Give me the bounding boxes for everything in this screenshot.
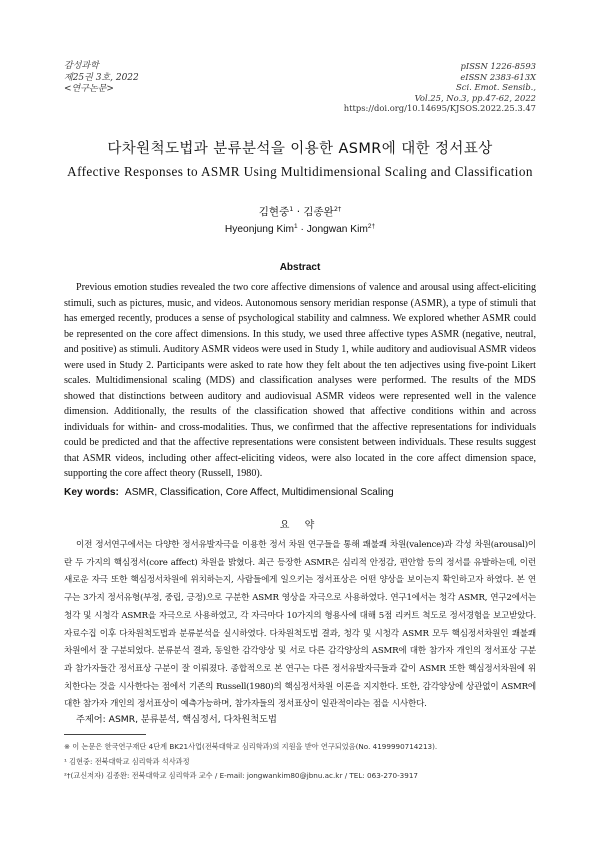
keywords-korean [76, 711, 536, 725]
author-2-en: Jongwan Kim [306, 224, 368, 235]
eissn: eISSN 2383-613X [460, 71, 536, 82]
footnote-funding: ※ 이 논문은 한국연구재단 4단계 BK21사업(전북대학교 심리학과)의 지원을 받아 연구되었음(No. 4199990714213). [64, 742, 438, 751]
article-type: <연구논문> [64, 84, 114, 94]
authors-english [0, 223, 600, 235]
footnote-divider [64, 734, 146, 735]
journal-volume-ko: 제25권 3호, 2022 [64, 72, 139, 83]
keywords-label: Key words: [64, 487, 119, 498]
abstract-body: Previous emotion studies revealed the two core affective dimensions of valence and arousal using affect-eliciting stimuli, such as pictures, music, and videos. Autonomous sensory meridian response (ASMR), a type of stimuli that has emerged recently, produces a sense of psychological stability and calmness. We explored whether ASMR could be represented on the core affect dimensions. In this study, we used three affective types ASMR (negative, neutral, and positive) as stimuli. Auditory ASMR videos were used in Study 1, while auditory and audiovisual ASMR videos were used in Study 2. Participants were asked to rate how they felt about the ten adjectives using five-point Likert scales. Multidimensional scaling (MDS) and classification analyses were performed. The results of the MDS showed that distinctions between auditory and audiovisual ASMR videos were represented well in the valence dimension. Additionally, the results of the classification showed that affective conditions within and across individuals for within- and cross-modalities. Thus, we confirmed that the affective representations for individuals could be predicted and that the affective representations were consistent between individuals. These results suggest that ASMR videos, including other affect-eliciting videos, were also located in the core affect dimension space, supporting the core affect theory (Russell, 1980). [64, 282, 536, 479]
author-2-affil: 2† [333, 205, 342, 213]
footnote-author-1: ¹ 김현중: 전북대학교 심리학과 석사과정 [64, 757, 190, 766]
author-1-en: Hyeonjung Kim [224, 224, 294, 235]
korean-abstract-body: 이전 정서연구에서는 다양한 정서유발자극을 이용한 정서 차원 연구들을 통해 쾌불쾌 차원(valence)과 각성 차원(arousal)이란 두 가지의 핵심정서(core affect) 차원을 밝혔다. 최근 등장한 ASMR은 심리적 안정감, 편안함 등의 정서를 유발하는데, 이런 새로운 자극 또한 핵심정서차원에 위치하는지, 사람들에게 일으키는 정서표상은 어떤 양상을 보이는지 확인하고자 하였다. 본 연구는 3가지 정서유형(부정, 중립, 긍정)으로 구분한 ASMR 영상을 자극으로 사용하였다. 연구1에서는 청각 ASMR, 연구2에서는 청각 및 시청각 ASMR을 자극으로 사용하였고, 각 자극마다 10가지의 형용사에 대해 5점 리커트 척도로 정서경험을 보고받았다. 자료수집 이후 다차원척도법과 분류분석을 실시하였다. 다차원척도법 결과, 청각 및 시청각 ASMR 모두 핵심정서차원인 쾌불쾌 차원에서 잘 구분되었다. 분류분석 결과, 동일한 감각양상 및 서로 다른 감각양상의 ASMR에 대한 참가자 개인의 정서표상 구분과 참가자들간 정서표상 구분이 잘 이뤄졌다. 종합적으로 본 연구는 다른 정서유발자극들과 같이 ASMR 또한 핵심정서차원에 위치한다는 것을 시사한다는 점에서 기존의 Russell(1980)의 핵심정서차원 이론을 지지한다. 또한, 감각양상에 상관없이 ASMR에 대한 참가자 개인의 정서표상이 예측가능하며, 참가자들의 정서표상이 일관적이라는 점을 시사한다. [64, 540, 536, 710]
journal-abbrev: Sci. Emot. Sensib., [456, 82, 536, 92]
abstract-heading: Abstract [279, 262, 321, 273]
author-1-ko: 김현중 [258, 206, 290, 218]
title-korean: 다차원척도법과 분류분석을 이용한 ASMR에 대한 정서표상 [107, 141, 493, 157]
author-1-affil: 1 [289, 205, 294, 213]
authors-korean [0, 204, 600, 219]
keywords-list: ASMR, Classification, Core Affect, Multidimensional Scaling [124, 487, 394, 498]
author-2-affil-en: 2† [367, 223, 376, 230]
keywords-ko-label: 주제어: [76, 714, 106, 725]
journal-name-ko: 감성과학 [64, 61, 99, 71]
author-separator: · [293, 206, 304, 218]
footnote-corresponding: ²†(교신저자) 김종완: 전북대학교 심리학과 교수 / E-mail: jongwankim80@jbnu.ac.kr / TEL: 063-270-3917 [64, 771, 418, 780]
keywords-english [64, 487, 536, 498]
doi-link[interactable]: https://doi.org/10.14695/KJSOS.2022.25.3.47 [343, 103, 536, 113]
korean-abstract-heading: 요 약 [279, 520, 321, 531]
pissn: pISSN 1226-8593 [460, 61, 536, 71]
title-english: Affective Responses to ASMR Using Multidimensional Scaling and Classification [67, 164, 533, 179]
author-separator-en: · [297, 224, 307, 235]
author-2-ko: 김종완 [303, 206, 334, 218]
journal-info-right [344, 61, 536, 114]
author-1-affil-en: 1 [294, 223, 298, 230]
journal-info-left [64, 61, 139, 96]
volume-pages: Vol.25, No.3, pp.47-62, 2022 [414, 92, 536, 103]
keywords-ko-list: ASMR, 분류분석, 핵심정서, 다차원척도법 [108, 714, 277, 725]
